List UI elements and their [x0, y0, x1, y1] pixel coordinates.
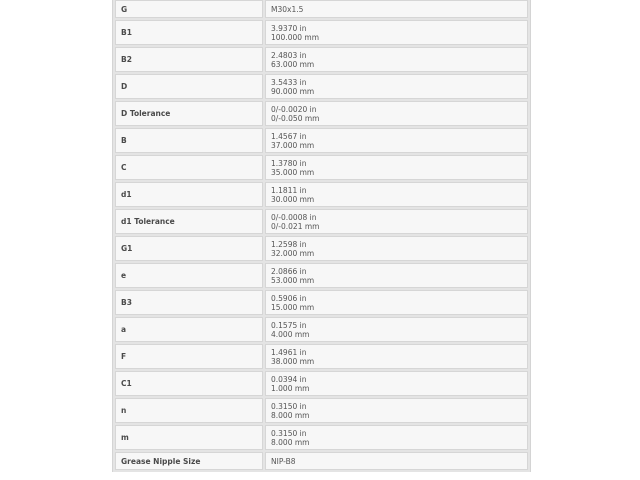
spec-label: m — [115, 425, 263, 450]
spec-value-secondary: 37.000 mm — [271, 140, 315, 150]
spec-value — [265, 101, 528, 126]
spec-row — [115, 74, 528, 99]
spec-value-secondary: 4.000 mm — [271, 329, 310, 339]
spec-table — [113, 0, 530, 472]
spec-row — [115, 317, 528, 342]
spec-value — [265, 47, 528, 72]
spec-value — [265, 182, 528, 207]
spec-row — [115, 182, 528, 207]
spec-value-secondary: 8.000 mm — [271, 410, 310, 420]
spec-label: d1 — [115, 182, 263, 207]
spec-value-secondary: 53.000 mm — [271, 275, 315, 285]
spec-row — [115, 452, 528, 470]
spec-label: C — [115, 155, 263, 180]
spec-value — [265, 128, 528, 153]
spec-value-primary: 3.9370 in — [271, 23, 307, 33]
spec-value-primary: 1.4961 in — [271, 347, 307, 357]
spec-value — [265, 452, 528, 470]
spec-label: B1 — [115, 20, 263, 45]
spec-table-body — [115, 0, 528, 470]
spec-label: G1 — [115, 236, 263, 261]
spec-value-primary: 0/-0.0008 in — [271, 212, 317, 222]
spec-value-secondary: 90.000 mm — [271, 86, 315, 96]
spec-value-secondary: 15.000 mm — [271, 302, 315, 312]
spec-label: B — [115, 128, 263, 153]
spec-value-primary: 3.5433 in — [271, 77, 307, 87]
spec-value-primary: 1.3780 in — [271, 158, 307, 168]
spec-value-secondary: 0/-0.021 mm — [271, 221, 320, 231]
spec-value-primary: 1.2598 in — [271, 239, 307, 249]
spec-label: Grease Nipple Size — [115, 452, 263, 470]
spec-row — [115, 290, 528, 315]
spec-label: e — [115, 263, 263, 288]
spec-row — [115, 0, 528, 18]
spec-value — [265, 74, 528, 99]
spec-value — [265, 398, 528, 423]
spec-value-secondary: 35.000 mm — [271, 167, 315, 177]
spec-value-secondary: 38.000 mm — [271, 356, 315, 366]
spec-value-primary: 1.4567 in — [271, 131, 307, 141]
spec-label: C1 — [115, 371, 263, 396]
spec-label: G — [115, 0, 263, 18]
spec-label: d1 Tolerance — [115, 209, 263, 234]
spec-value — [265, 344, 528, 369]
spec-label: B2 — [115, 47, 263, 72]
spec-value-secondary: 30.000 mm — [271, 194, 315, 204]
spec-value — [265, 263, 528, 288]
spec-row — [115, 425, 528, 450]
spec-value — [265, 425, 528, 450]
spec-row — [115, 263, 528, 288]
spec-value-primary: 0.0394 in — [271, 374, 307, 384]
spec-value — [265, 236, 528, 261]
spec-label: B3 — [115, 290, 263, 315]
spec-value-primary: NIP-B8 — [271, 456, 296, 466]
spec-row — [115, 371, 528, 396]
spec-value-secondary: 0/-0.050 mm — [271, 113, 320, 123]
spec-value-secondary: 8.000 mm — [271, 437, 310, 447]
spec-value — [265, 209, 528, 234]
spec-value-primary: 0.1575 in — [271, 320, 307, 330]
spec-label: n — [115, 398, 263, 423]
spec-row — [115, 398, 528, 423]
spec-row — [115, 155, 528, 180]
spec-row — [115, 101, 528, 126]
spec-value — [265, 317, 528, 342]
spec-value-primary: 2.0866 in — [271, 266, 307, 276]
spec-label: D — [115, 74, 263, 99]
spec-value-primary: 0/-0.0020 in — [271, 104, 317, 114]
spec-value-secondary: 32.000 mm — [271, 248, 315, 258]
spec-label: F — [115, 344, 263, 369]
spec-row — [115, 344, 528, 369]
spec-value-primary: 2.4803 in — [271, 50, 307, 60]
spec-value-secondary: 63.000 mm — [271, 59, 315, 69]
spec-value-secondary: 100.000 mm — [271, 32, 320, 42]
spec-value — [265, 20, 528, 45]
spec-row — [115, 47, 528, 72]
spec-row — [115, 209, 528, 234]
spec-value — [265, 155, 528, 180]
spec-value — [265, 371, 528, 396]
spec-value-primary: 0.3150 in — [271, 401, 307, 411]
spec-value — [265, 290, 528, 315]
spec-value-primary: 1.1811 in — [271, 185, 307, 195]
spec-value-primary: 0.5906 in — [271, 293, 307, 303]
spec-value-primary: 0.3150 in — [271, 428, 307, 438]
spec-table-container — [112, 0, 531, 472]
spec-row — [115, 20, 528, 45]
spec-value-primary: M30x1.5 — [271, 4, 304, 14]
spec-row — [115, 128, 528, 153]
spec-value — [265, 0, 528, 18]
spec-value-secondary: 1.000 mm — [271, 383, 310, 393]
spec-row — [115, 236, 528, 261]
spec-label: D Tolerance — [115, 101, 263, 126]
spec-label: a — [115, 317, 263, 342]
